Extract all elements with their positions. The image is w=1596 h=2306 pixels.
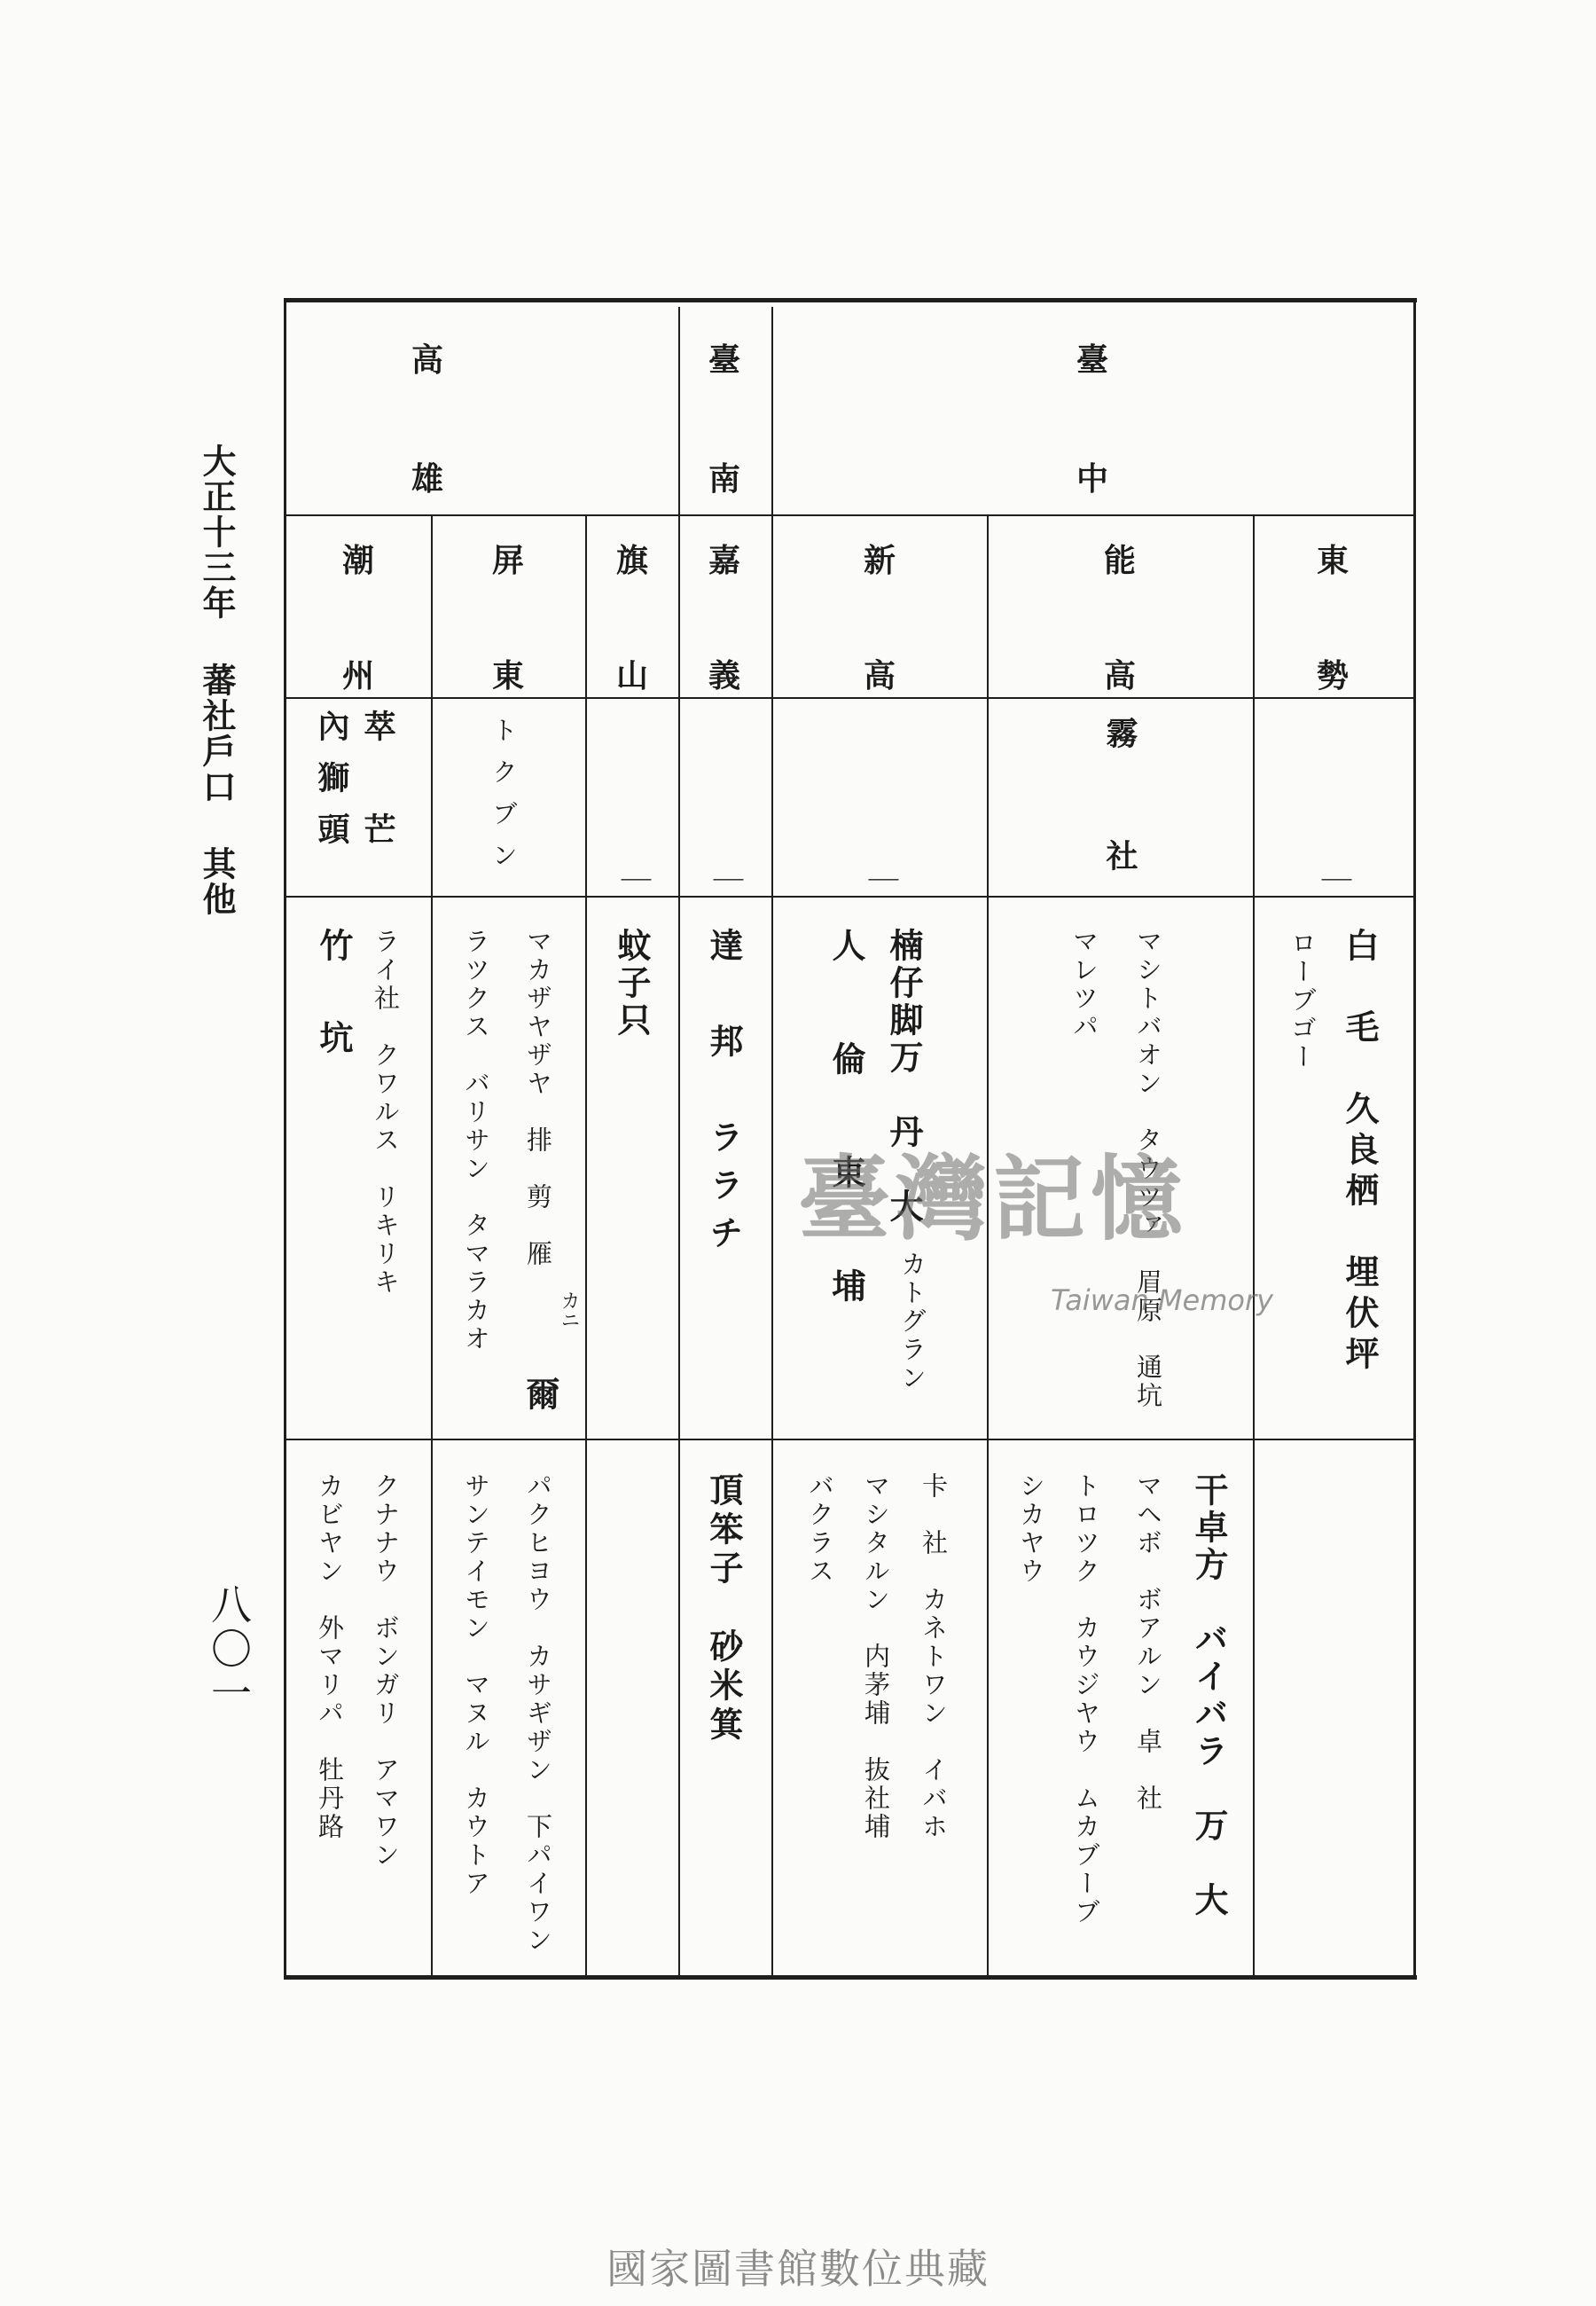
district-chochu-2: 州 (341, 657, 374, 694)
entry-chochu-b1: クナナウ ボンガリ アマワン (371, 1472, 401, 1870)
group-kagi: ｜ (708, 865, 743, 895)
district-kizan-1: 旗 (615, 542, 648, 579)
running-head-title: 大正十三年 蕃社戶口 其他 (197, 443, 237, 917)
entry-heito-4: ラツクス バリサン タマラカオ (461, 928, 491, 1353)
entry-shinko-1: 楠仔脚万 丹 大 (884, 928, 924, 1226)
entry-tosei-2: ローブゴー (1287, 929, 1318, 1071)
district-heito-2: 東 (491, 657, 524, 694)
group-chochu-2: 內獅頭 (313, 710, 350, 864)
footer-library-credit: 國家圖書館數位典藏 (606, 2245, 990, 2293)
district-tosei-2: 勢 (1316, 657, 1349, 694)
entry-shinko-3: カトグラン (897, 1251, 927, 1392)
prefecture-taichu-2: 中 (1076, 460, 1108, 498)
entry-shinko-2: 人 倫 東 埔 (826, 928, 866, 1325)
district-kagi-1: 嘉 (708, 542, 740, 579)
group-chochu-1: 萃 芒 (359, 710, 396, 864)
group-shinko: ｜ (863, 865, 898, 895)
entry-chochu-b2: カビヤン 外マリパ 牡丹路 (315, 1472, 345, 1841)
district-kizan-2: 山 (615, 657, 648, 694)
watermark-subtitle: Taiwan Memory (1051, 1283, 1274, 1317)
entry-shinko-b1: 卡 社 カネトワン イバホ (919, 1472, 949, 1841)
entry-kagi-b: 頂笨子 砂米箕 (704, 1472, 744, 1745)
prefecture-taichu-1: 臺 (1076, 341, 1108, 379)
prefecture-tainan-1: 臺 (708, 341, 740, 379)
entry-tosei-1: 白 毛 久良栖 埋伏坪 (1340, 928, 1380, 1377)
entry-noko-1: マシトバオン タウツァ 眉原 通坑 (1133, 928, 1163, 1410)
group-tosei: ｜ (1316, 865, 1351, 895)
district-noko-2: 高 (1103, 657, 1136, 694)
entry-kagi: 達 邦 ララチ (704, 928, 744, 1263)
district-chochu-1: 潮 (341, 542, 374, 579)
entry-noko-b3: トロツク カウジヤウ ムカブーブ (1071, 1472, 1101, 1926)
district-noko-1: 能 (1103, 542, 1136, 579)
district-kagi-2: 義 (708, 657, 740, 694)
district-tosei-1: 東 (1316, 542, 1349, 579)
entry-shinko-b3: バクラス (805, 1472, 835, 1586)
prefecture-takao-2: 雄 (411, 460, 443, 498)
entry-heito-2: カニ (558, 1290, 580, 1329)
watermark-logo: 臺灣記憶 (798, 1144, 1189, 1253)
district-shinko-1: 新 (863, 542, 896, 579)
district-heito-1: 屏 (491, 542, 524, 579)
district-shinko-2: 高 (863, 657, 896, 694)
entry-heito-b2: サンテイモン マヌル カウトア (461, 1472, 491, 1898)
group-heito: トクブン (489, 717, 519, 883)
page-number: 八〇一 (205, 1583, 253, 1716)
entry-heito-1: マカザヤザヤ 排 剪 雁 (523, 928, 553, 1268)
entry-noko-b4: シカヤウ (1016, 1472, 1046, 1586)
entry-noko-2: マレツパ (1069, 928, 1099, 1041)
prefecture-tainan-2: 南 (708, 460, 740, 498)
entry-noko-b2: マヘボ ボアルン 卓 社 (1133, 1472, 1163, 1813)
group-noko: 霧 社 (1101, 717, 1138, 880)
entry-shinko-b2: マシタルン 内茅埔 抜社埔 (861, 1472, 891, 1841)
entry-heito-3: 爾 (520, 1377, 560, 1416)
entry-chochu-2: 竹 坑 (314, 928, 354, 1066)
entry-heito-b1: パクヒヨウ カサギザン 下パイワン (523, 1472, 553, 1955)
prefecture-takao-1: 高 (411, 341, 443, 379)
entry-kizan: 蚊子只 (612, 928, 652, 1039)
group-kizan: ｜ (615, 865, 651, 895)
entry-chochu-1: ライ社 クワルス リキリキ (371, 928, 401, 1297)
entry-noko-b1: 干卓方 バイバラ 万 大 (1189, 1472, 1229, 1919)
